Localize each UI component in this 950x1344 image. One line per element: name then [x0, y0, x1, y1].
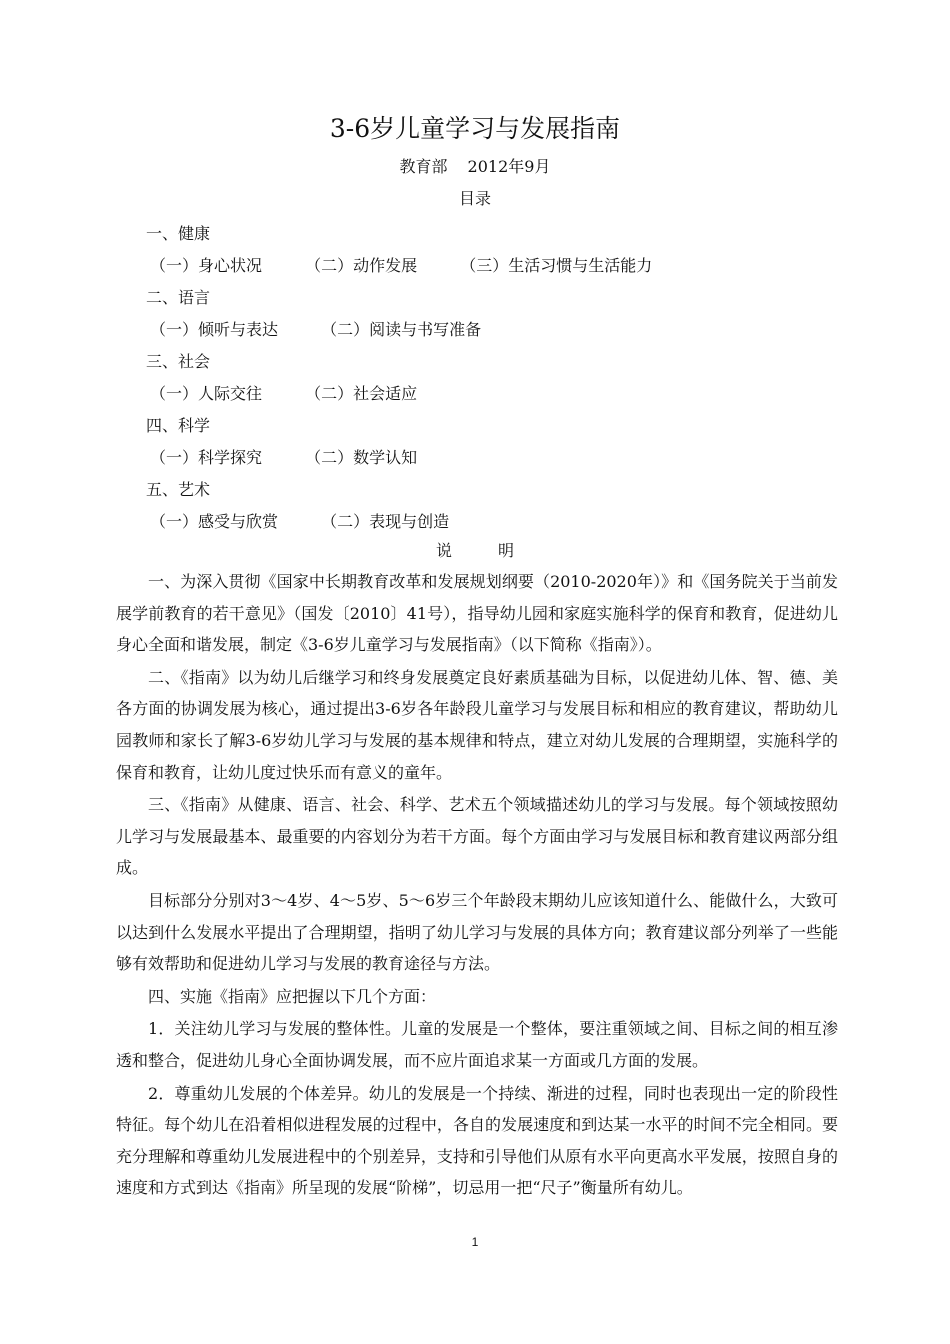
toc-section-heading: 五、艺术 [146, 480, 211, 499]
document-title: 3-6岁儿童学习与发展指南 [329, 114, 621, 143]
toc-section-items [146, 442, 846, 474]
table-of-contents [146, 218, 846, 538]
toc-item: （一）感受与欣赏 [150, 512, 279, 531]
toc-section-heading: 三、社会 [146, 352, 211, 371]
toc-section-items [146, 250, 846, 282]
toc-section-items [146, 506, 846, 538]
toc-item: （二）阅读与书写准备 [321, 320, 482, 339]
toc-item: （一）人际交往 [150, 384, 263, 403]
paragraph: 四、实施《指南》应把握以下几个方面： [148, 986, 437, 1006]
issue-date: 2012年9月 [467, 157, 551, 176]
toc-item: （二）社会适应 [305, 384, 418, 403]
issuer: 教育部 [399, 157, 448, 176]
toc-heading: 目录 [458, 189, 491, 208]
explanation-heading-left: 说 [435, 541, 452, 560]
explanation-heading [0, 537, 950, 565]
toc-section-heading: 一、健康 [146, 224, 211, 243]
toc-item: （二）数学认知 [305, 448, 418, 467]
toc-section-items [146, 314, 846, 346]
toc-item: （一）科学探究 [150, 448, 263, 467]
toc-section-items [146, 378, 846, 410]
paragraph: 目标部分分别对3～4岁、4～5岁、5～6岁三个年龄段末期幼儿应该知道什么、能做什么，大致可以达到什么发展水平提出了合理期望，指明了幼儿学习与发展的具体方向；教育建议部分列举了一些能够有效帮助和促进幼儿学习与发展的教育途径与方法。 [116, 890, 838, 974]
toc-item: （三）生活习惯与生活能力 [460, 256, 653, 275]
paragraph: 1．关注幼儿学习与发展的整体性。儿童的发展是一个整体，要注重领域之间、目标之间的相互渗透和整合，促进幼儿身心全面协调发展，而不应片面追求某一方面或几方面的发展。 [116, 1019, 838, 1070]
toc-item: （一）倾听与表达 [150, 320, 279, 339]
document-subtitle [0, 154, 950, 180]
paragraph: 三、《指南》从健康、语言、社会、科学、艺术五个领域描述幼儿的学习与发展。每个领域按照幼儿学习与发展最基本、最重要的内容划分为若干方面。每个方面由学习与发展目标和教育建议两部分组成。 [116, 795, 838, 878]
paragraph: 2．尊重幼儿发展的个体差异。幼儿的发展是一个持续、渐进的过程，同时也表现出一定的阶段性特征。每个幼儿在沿着相似进程发展的过程中，各自的发展速度和到达某一水平的时间不完全相同。要充分理解和尊重幼儿发展进程中的个别差异，支持和引导他们从原有水平向更高水平发展，按照自身的速度和方式到达《指南》所呈现的发展“阶梯”，切忌用一把“尺子”衡量所有幼儿。 [116, 1083, 838, 1198]
toc-section-heading: 四、科学 [146, 416, 211, 435]
paragraph: 二、《指南》以为幼儿后继学习和终身发展奠定良好素质基础为目标，以促进幼儿体、智、德、美各方面的协调发展为核心，通过提出3-6岁各年龄段儿童学习与发展目标和相应的教育建议，帮助幼儿园教师和家长了解3-6岁幼儿学习与发展的基本规律和特点，建立对幼儿发展的合理期望，实施科学的保育和教育，让幼儿度过快乐而有意义的童年。 [116, 667, 838, 782]
explanation-heading-right: 明 [498, 541, 515, 560]
page-number: 1 [471, 1235, 479, 1249]
toc-section-heading: 二、语言 [146, 288, 211, 307]
toc-item: （一）身心状况 [150, 256, 263, 275]
toc-item: （二）表现与创造 [321, 512, 450, 531]
paragraph: 一、为深入贯彻《国家中长期教育改革和发展规划纲要（2010-2020年）》和《国务院关于当前发展学前教育的若干意见》（国发〔2010〕41号），指导幼儿园和家庭实施科学的保育和教育，促进幼儿身心全面和谐发展，制定《3-6岁儿童学习与发展指南》（以下简称《指南》）。 [116, 572, 838, 655]
toc-item: （二）动作发展 [305, 256, 418, 275]
explanation-body [116, 566, 838, 1205]
